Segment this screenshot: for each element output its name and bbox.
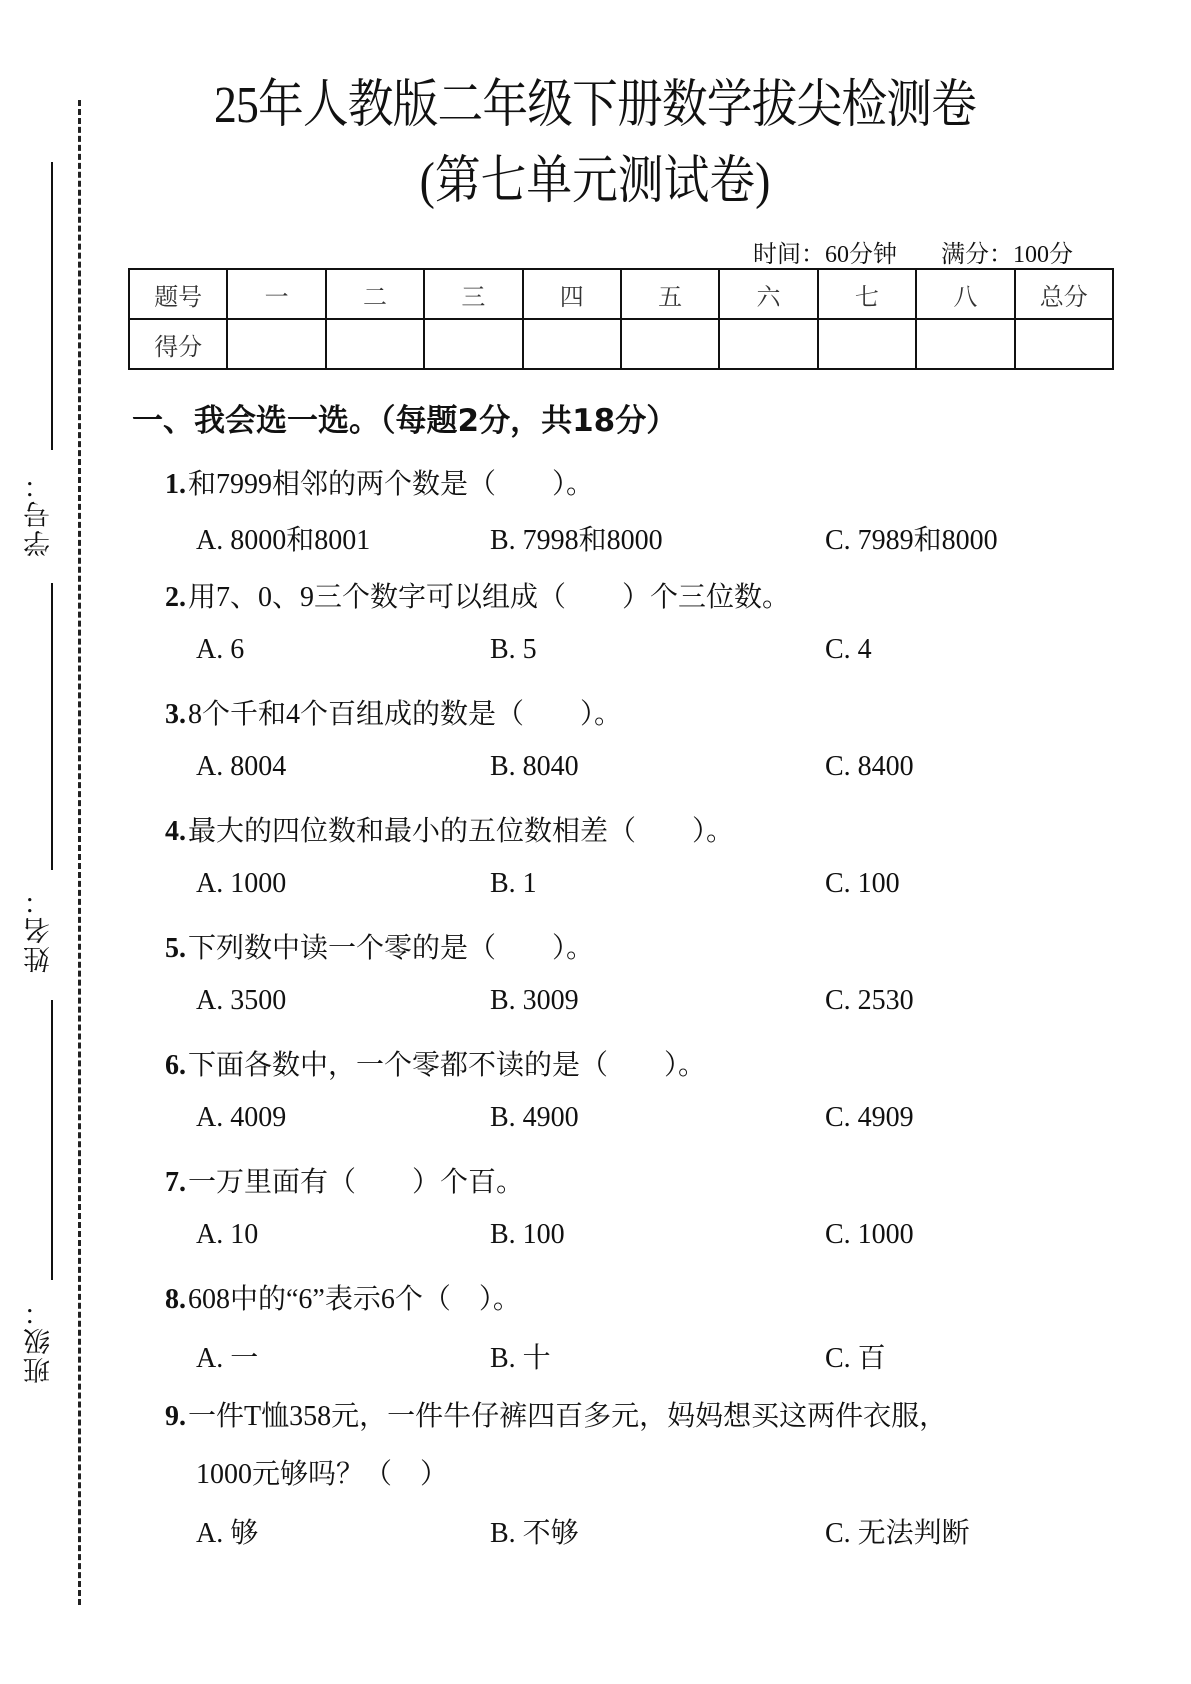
option-a[interactable]: A. 1000 [196, 868, 287, 899]
option-b[interactable]: B. 十 [490, 1343, 551, 1374]
page-title: 25年人教版二年级下册数学拔尖检测卷 [213, 77, 977, 134]
header-cell: 五 [621, 269, 719, 319]
option-c[interactable]: C. 8400 [825, 751, 914, 782]
header-cell: 总分 [1015, 269, 1113, 319]
score-cell[interactable] [916, 319, 1014, 369]
score-cell[interactable] [719, 319, 817, 369]
score-cell[interactable] [818, 319, 916, 369]
question-7 [165, 1160, 524, 1200]
student-id-write-line [51, 162, 53, 450]
option-b[interactable]: B. 不够 [490, 1518, 579, 1549]
binding-dashed-line [78, 100, 81, 1605]
score-cell[interactable] [227, 319, 325, 369]
header-cell: 一 [227, 269, 325, 319]
option-b[interactable]: B. 7998和8000 [490, 525, 663, 556]
question-3 [165, 692, 622, 732]
score-cell[interactable] [424, 319, 522, 369]
question-number: 2. [165, 582, 186, 613]
option-c[interactable]: C. 百 [825, 1343, 886, 1374]
question-number: 6. [165, 1050, 186, 1081]
header-cell: 二 [326, 269, 424, 319]
option-a[interactable]: A. 够 [196, 1518, 259, 1549]
option-a[interactable]: A. 3500 [196, 985, 287, 1016]
student-id-label: 学号： [24, 470, 55, 557]
section-heading: 一、我会选一选。（每题2分，共18分） [132, 403, 678, 439]
question-number: 1. [165, 469, 186, 500]
question-number: 4. [165, 816, 186, 847]
option-c[interactable]: C. 4909 [825, 1102, 914, 1133]
question-number: 8. [165, 1284, 186, 1315]
class-label: 班级： [24, 1297, 55, 1384]
exam-time: 时间：60分钟 [753, 242, 897, 268]
option-c[interactable]: C. 2530 [825, 985, 914, 1016]
option-b[interactable]: B. 8040 [490, 751, 579, 782]
question-number: 5. [165, 933, 186, 964]
option-b[interactable]: B. 5 [490, 634, 537, 665]
name-label: 姓名： [24, 886, 55, 973]
option-a[interactable]: A. 6 [196, 634, 245, 665]
score-table [128, 268, 1114, 370]
header-cell: 八 [916, 269, 1014, 319]
option-b[interactable]: B. 3009 [490, 985, 579, 1016]
question-text: 一件T恤358元，一件牛仔裤四百多元，妈妈想买这两件衣服， [188, 1401, 948, 1432]
question-9 [165, 1394, 947, 1434]
question-5 [165, 926, 594, 966]
question-text: 下面各数中，一个零都不读的是（ ）。 [188, 1050, 707, 1081]
score-cell[interactable] [523, 319, 621, 369]
header-cell: 题号 [129, 269, 227, 319]
header-cell: 六 [719, 269, 817, 319]
score-table-score-row [129, 319, 1113, 369]
option-c[interactable]: C. 无法判断 [825, 1518, 970, 1549]
question-number: 9. [165, 1401, 186, 1432]
option-b[interactable]: B. 1 [490, 868, 537, 899]
score-row-label: 得分 [129, 319, 227, 369]
option-a[interactable]: A. 4009 [196, 1102, 287, 1133]
score-cell[interactable] [326, 319, 424, 369]
header-cell: 七 [818, 269, 916, 319]
question-text: 最大的四位数和最小的五位数相差（ ）。 [188, 816, 735, 847]
name-write-line [51, 583, 53, 870]
option-a[interactable]: A. 8004 [196, 751, 287, 782]
question-text: 一万里面有（ ）个百。 [188, 1167, 525, 1198]
question-4 [165, 809, 734, 849]
exam-full-score: 满分：100分 [941, 242, 1073, 268]
option-a[interactable]: A. 一 [196, 1343, 259, 1374]
question-text: 608中的“6”表示6个（ ）。 [188, 1284, 521, 1315]
option-c[interactable]: C. 4 [825, 634, 872, 665]
option-b[interactable]: B. 100 [490, 1219, 565, 1250]
header-cell: 四 [523, 269, 621, 319]
option-a[interactable]: A. 10 [196, 1219, 259, 1250]
class-write-line [51, 1000, 53, 1280]
question-text: 下列数中读一个零的是（ ）。 [188, 933, 595, 964]
option-c[interactable]: C. 7989和8000 [825, 525, 998, 556]
header-cell: 三 [424, 269, 522, 319]
question-9-continued: 1000元够吗？（ ） [196, 1459, 449, 1490]
exam-meta [753, 234, 1073, 269]
question-8 [165, 1277, 521, 1317]
question-2 [165, 575, 790, 615]
question-text: 8个千和4个百组成的数是（ ）。 [188, 699, 623, 730]
score-cell[interactable] [1015, 319, 1113, 369]
question-text: 和7999相邻的两个数是（ ）。 [188, 469, 595, 500]
question-1 [165, 462, 594, 502]
page-subtitle: (第七单元测试卷) [419, 153, 771, 210]
question-number: 7. [165, 1167, 186, 1198]
score-table-header-row [129, 269, 1113, 319]
score-cell[interactable] [621, 319, 719, 369]
question-text: 用7、0、9三个数字可以组成（ ）个三位数。 [188, 582, 791, 613]
option-b[interactable]: B. 4900 [490, 1102, 579, 1133]
option-a[interactable]: A. 8000和8001 [196, 525, 371, 556]
question-6 [165, 1043, 706, 1083]
question-number: 3. [165, 699, 186, 730]
option-c[interactable]: C. 1000 [825, 1219, 914, 1250]
option-c[interactable]: C. 100 [825, 868, 900, 899]
